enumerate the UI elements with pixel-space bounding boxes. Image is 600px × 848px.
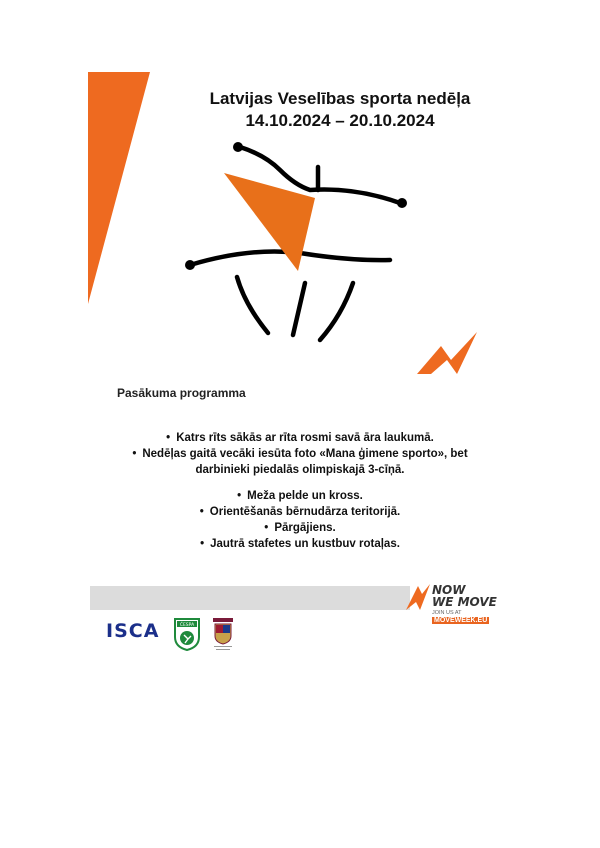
- figure-leg-left: [237, 277, 268, 333]
- figure-leg-right: [320, 283, 353, 340]
- program-list-1: [100, 430, 500, 478]
- footer-band: [90, 586, 410, 610]
- now-we-move-logo: [406, 584, 432, 612]
- program-heading: Pasākuma programma: [117, 386, 246, 400]
- page-title: Latvijas Veselības sporta nedēļa: [209, 89, 471, 108]
- stick-figure-graphic: [180, 135, 420, 350]
- list-item: • Katrs rīts sākās ar rīta rosmi savā āra laukumā.: [166, 432, 434, 444]
- figure-leg-mid: [293, 283, 305, 335]
- svg-text:ČESPA: ČESPA: [179, 623, 195, 628]
- list-item: • Meža pelde un kross.: [237, 490, 363, 502]
- now-we-move-url: MOVEWEEK.EU: [434, 617, 488, 624]
- cesp-logo: [174, 617, 200, 651]
- list-item-continuation: darbinieki piedalās olimpiskajā 3-cīņā.: [195, 464, 405, 476]
- title-block: [150, 88, 530, 132]
- now-we-move-join: JOIN US AT: [432, 610, 462, 616]
- list-item: • Nedēļas gaitā vecāki iesūta foto «Mana ģimene sporto», bet: [132, 448, 468, 460]
- orange-zigzag-icon: [417, 330, 483, 376]
- program-list-2: [100, 488, 500, 552]
- event-dates: 14.10.2024 – 20.10.2024: [245, 111, 435, 130]
- list-item: • Pārgājiens.: [264, 522, 336, 534]
- orange-wedge-icon: [88, 72, 158, 304]
- list-item: • Orientēšanās bērnudārza teritorijā.: [199, 506, 401, 518]
- list-item: • Jautrā stafetes un kustbuv rotaļas.: [200, 538, 400, 550]
- isca-logo: ISCA: [106, 620, 160, 642]
- now-we-move-text: NOW WE MOVE: [432, 583, 497, 609]
- latvia-coat-of-arms: [210, 618, 236, 652]
